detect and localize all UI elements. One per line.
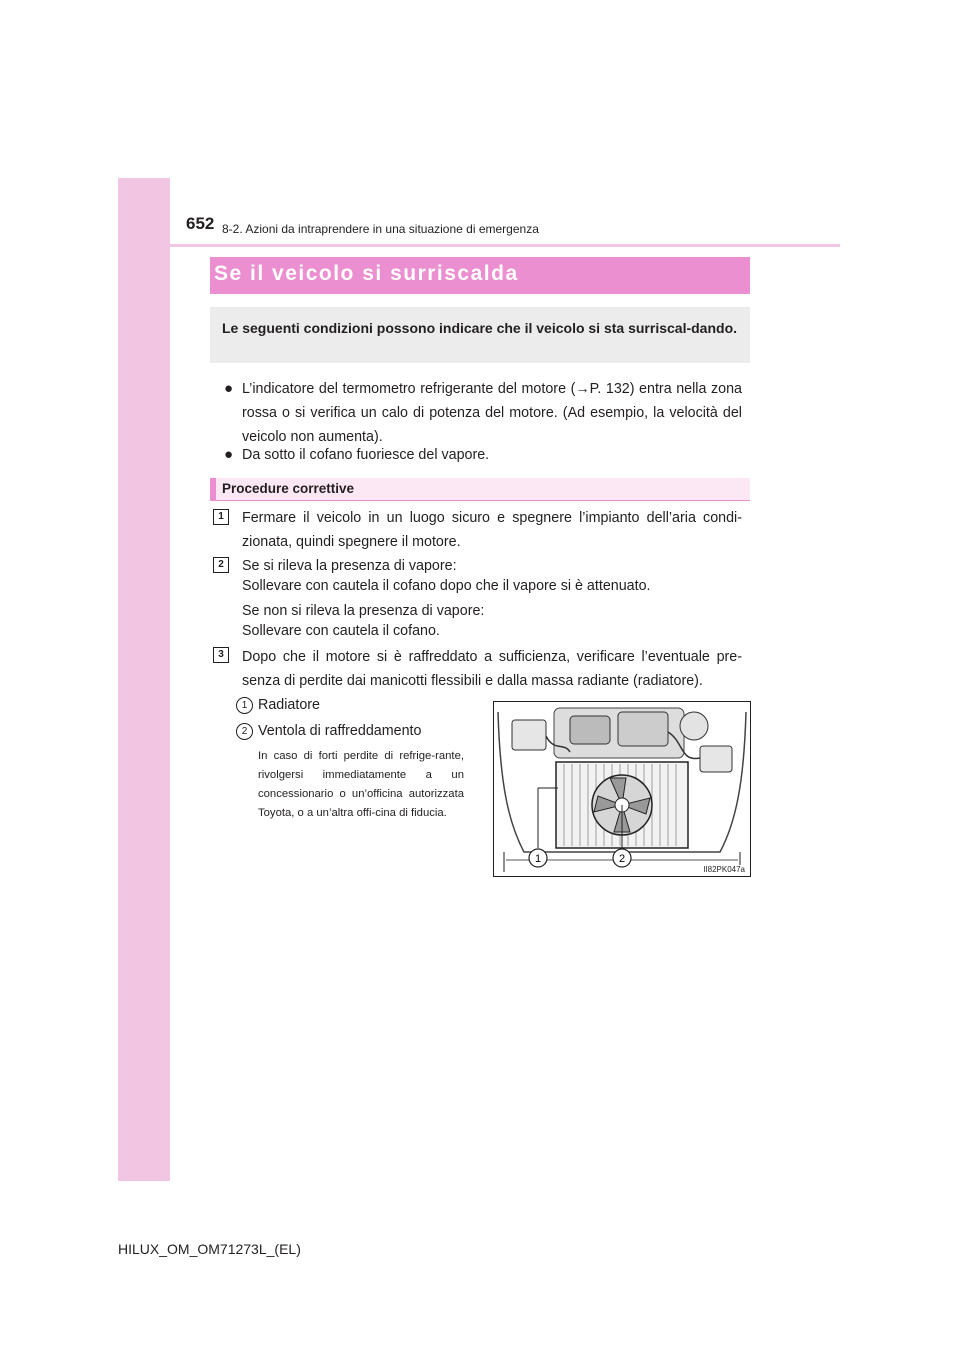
callout-2: 2: [618, 853, 626, 865]
bullet-icon: ●: [224, 380, 234, 397]
legend-number: 1: [236, 697, 253, 714]
callout-1: 1: [534, 853, 542, 865]
engine-bay-drawing: [494, 702, 750, 876]
note-text: In caso di forti perdite di refrige-rante, rivolgersi immediatamente a un concessionario o un’officina autorizzata Toyota, o a un’altra offi-cina di fiducia.: [258, 750, 464, 819]
chapter-title: 8-2. Azioni da intraprendere in una situazione di emergenza: [222, 222, 539, 236]
step-text: Sollevare con cautela il cofano dopo che il vapore si è attenuato.: [242, 578, 651, 594]
legend-number: 2: [236, 723, 253, 740]
step-text: Dopo che il motore si è raffreddato a sufficienza, verificare l’eventuale pre-senza di perdite dai manicotti flessibili e dalla massa radiante (radiatore).: [242, 649, 742, 689]
step-number: 1: [213, 509, 229, 525]
section-title: Se il veicolo si surriscalda: [214, 262, 519, 285]
bullet-text: L’indicatore del termometro refrigerante del motore (→P. 132) entra nella zona rossa o si verifica un calo di potenza del motore. (Ad esempio, la velocità del veicolo non aumenta).: [242, 381, 742, 445]
bullet-icon: ●: [224, 446, 234, 463]
intro-text: Le seguenti condizioni possono indicare che il veicolo si sta surriscal-dando.: [222, 320, 738, 336]
bullet-text: Da sotto il cofano fuoriesce del vapore.: [242, 447, 490, 463]
procedure-accent: [210, 478, 216, 500]
step-text: Sollevare con cautela il cofano.: [242, 623, 440, 639]
step-number: 2: [213, 557, 229, 573]
footer-code: HILUX_OM_OM71273L_(EL): [118, 1241, 301, 1257]
legend-label: Ventola di raffreddamento: [258, 723, 422, 739]
step-text: Se non si rileva la presenza di vapore:: [242, 603, 485, 619]
step-number: 3: [213, 647, 229, 663]
side-band: [118, 178, 170, 1181]
legend-label: Radiatore: [258, 697, 320, 713]
step-text: Se si rileva la presenza di vapore:: [242, 558, 457, 574]
step-text: Fermare il veicolo in un luogo sicuro e spegnere l’impianto dell’aria condi-zionata, quindi spegnere il motore.: [242, 510, 742, 550]
header-rule: [170, 244, 840, 247]
figure-code: II82PK047a: [703, 865, 745, 874]
page-number: 652: [186, 214, 215, 233]
engine-illustration: [493, 701, 751, 877]
procedure-title: Procedure correttive: [222, 481, 355, 496]
